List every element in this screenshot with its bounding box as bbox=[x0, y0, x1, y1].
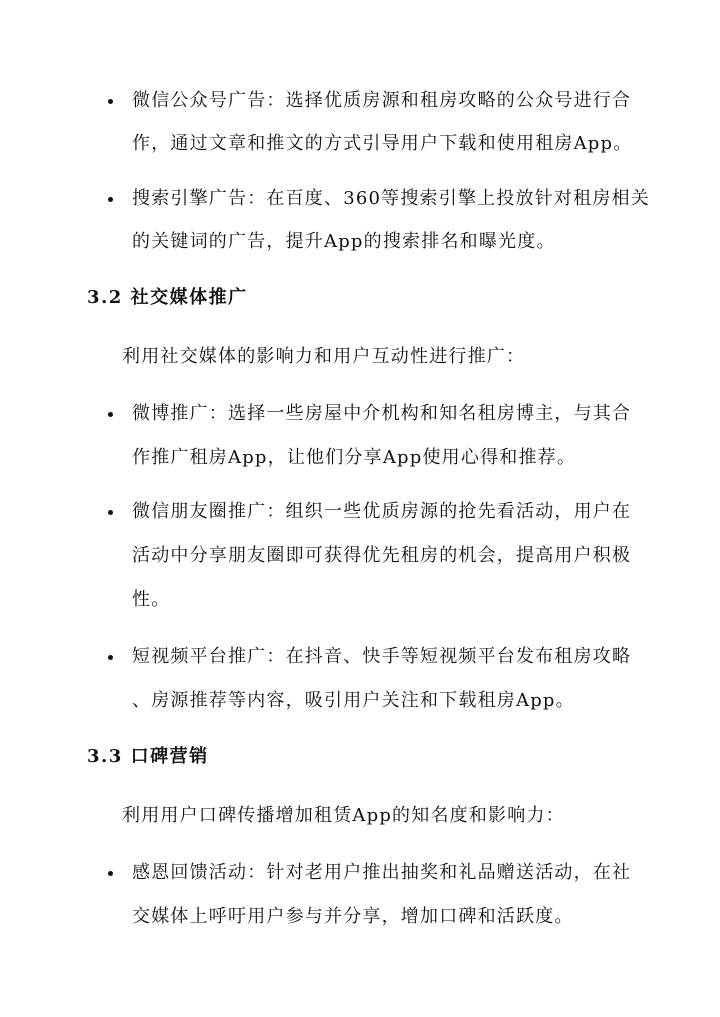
text-line: 作，通过文章和推文的方式引导用户下载和使用租房App。 bbox=[132, 133, 633, 154]
text-line: 作推广租房App，让他们分享App使用心得和推荐。 bbox=[132, 447, 577, 468]
text-line: 短视频平台推广：在抖音、快手等短视频平台发布租房攻略 bbox=[132, 646, 632, 667]
section-heading: 3.2 社交媒体推广 bbox=[87, 287, 248, 308]
bullet-icon bbox=[108, 99, 113, 104]
text-line: 活动中分享朋友圈即可获得优先租房的机会，提高用户积极 bbox=[132, 545, 632, 566]
bullet-icon bbox=[108, 655, 113, 660]
section-heading: 3.3 口碑营销 bbox=[87, 746, 209, 767]
text-line: 搜索引擎广告：在百度、360等搜索引擎上投放针对租房相关 bbox=[132, 188, 650, 209]
bullet-icon bbox=[108, 412, 113, 417]
text-line: 微信公众号广告：选择优质房源和租房攻略的公众号进行合 bbox=[132, 90, 632, 111]
text-line: 、房源推荐等内容，吸引用户关注和下载租房App。 bbox=[132, 690, 575, 711]
bullet-icon bbox=[108, 197, 113, 202]
text-line: 性。 bbox=[132, 589, 171, 610]
bullet-icon bbox=[108, 510, 113, 515]
text-line: 的关键词的广告，提升App的搜索排名和曝光度。 bbox=[132, 231, 556, 252]
bullet-icon bbox=[108, 871, 113, 876]
text-line: 微博推广：选择一些房屋中介机构和知名租房博主，与其合 bbox=[132, 403, 632, 424]
section-intro: 利用用户口碑传播增加租赁App的知名度和影响力： bbox=[122, 805, 565, 826]
text-line: 微信朋友圈推广：组织一些优质房源的抢先看活动，用户在 bbox=[132, 501, 632, 522]
text-line: 感恩回馈活动：针对老用户推出抽奖和礼品赠送活动，在社 bbox=[132, 862, 632, 883]
section-intro: 利用社交媒体的影响力和用户互动性进行推广： bbox=[122, 346, 526, 367]
text-line: 交媒体上呼吁用户参与并分享，增加口碑和活跃度。 bbox=[132, 906, 574, 927]
